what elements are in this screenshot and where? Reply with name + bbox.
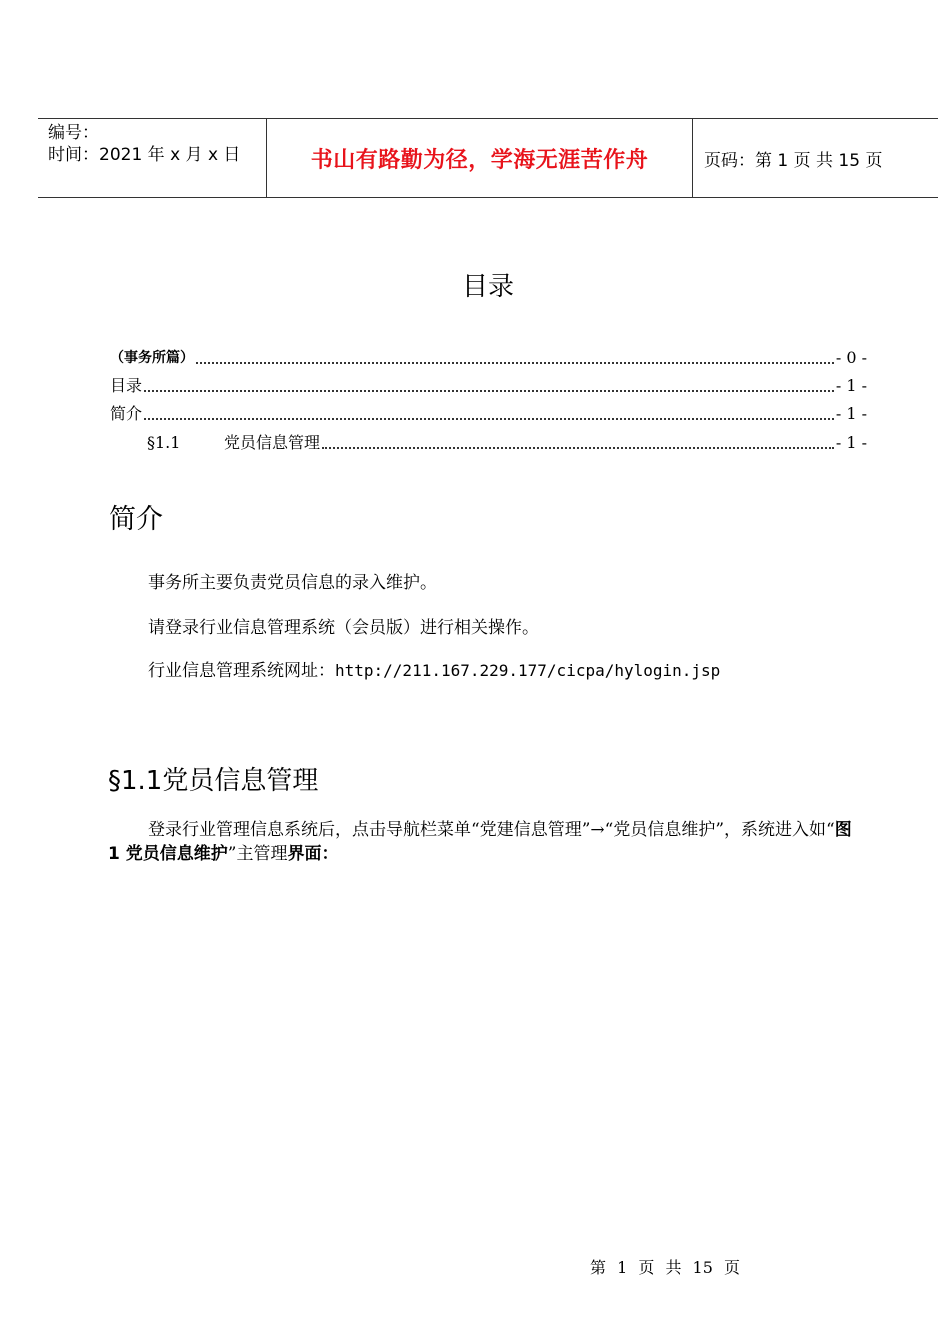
section-text-bold: 界面： [287,844,339,864]
toc-entry[interactable] [147,429,867,453]
toc-entry[interactable] [110,372,867,396]
toc-entry[interactable] [110,400,867,424]
intro-paragraph: 请登录行业信息管理系统（会员版）进行相关操作。 [148,618,539,638]
toc-entry[interactable] [110,344,867,368]
section-heading: §1.1党员信息管理 [108,766,319,796]
toc-entry-page: - 1 - [835,433,867,452]
toc-title: 目录 [461,272,514,302]
toc-entry-label: （事务所篇） [110,350,194,366]
header-motto-cell [267,119,693,197]
section-text: 登录行业管理信息系统后，点击导航栏菜单“党建信息管理”→“党员信息维护”，系统进入如“ [148,820,835,840]
section-paragraph [108,818,868,866]
motto-text: 书山有路勤为径，学海无涯苦作舟 [310,147,649,173]
toc-leader-dots [196,362,834,364]
toc-leader-dots [144,418,834,420]
toc-entry-page: - 1 - [835,404,867,423]
serial-number-label: 编号： [48,123,99,143]
page-number-info: 页码：第 1 页 共 15 页 [704,150,883,171]
toc-leader-dots [322,447,834,449]
toc-entry-label: 简介 [110,404,143,423]
intro-heading: 简介 [109,504,163,535]
system-url-label: 行业信息管理系统网址： [148,661,335,681]
figure-reference[interactable]: 图 1 党员信息维护 [108,820,852,864]
intro-paragraph: 事务所主要负责党员信息的录入维护。 [148,573,437,593]
date-label: 时间：2021 年 x 月 x 日 [48,145,241,165]
document-header [38,118,938,198]
toc-entry-number: §1.1 [147,433,181,452]
system-url-link[interactable]: http://211.167.229.177/cicpa/hylogin.jsp [335,661,721,680]
system-url-line [148,660,720,682]
section-text: ”主管理 [227,844,288,864]
toc-entry-label: 党员信息管理 [224,433,321,452]
toc-leader-dots [144,390,834,392]
header-page-cell [693,119,938,197]
toc-entry-page: - 1 - [835,376,867,395]
toc-entry-label: 目录 [110,376,143,395]
page-footer: 第 1 页 共 15 页 [590,1258,740,1277]
toc-entry-page: - 0 - [835,348,867,367]
header-meta-cell [38,119,267,197]
